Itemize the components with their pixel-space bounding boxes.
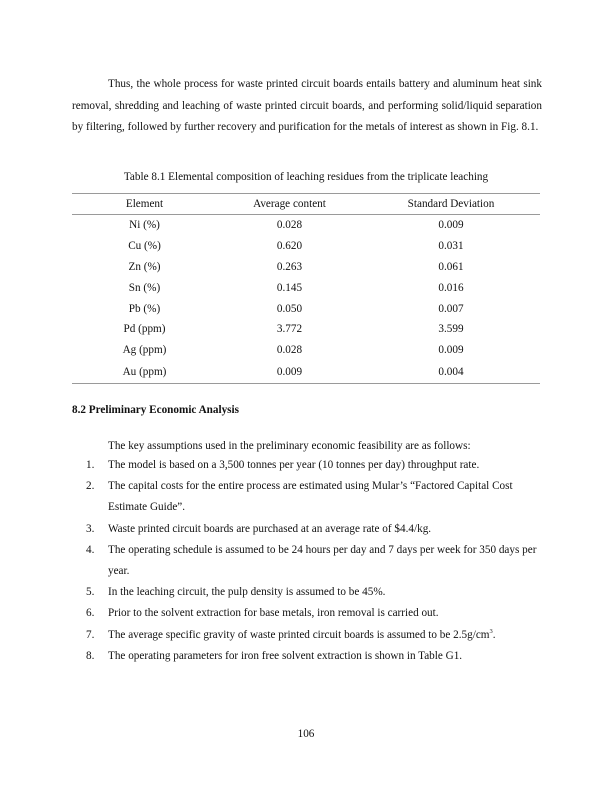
intro-paragraph-text: Thus, the whole process for waste printed circuit boards entails battery and aluminum heat sink removal, shredding and leaching of waste printed circuit boards, and performing solid/liquid separation by filtering, followed by further recovery and purification for the metals of interest as shown in Fig. 8.1. (72, 78, 542, 134)
table-row (72, 319, 540, 340)
intro-paragraph (72, 74, 542, 139)
cell-element: Au (ppm) (72, 361, 217, 384)
list-item-text: The operating parameters for iron free solvent extraction is shown in Table G1. (108, 649, 463, 662)
cell-element: Pd (ppm) (123, 323, 166, 336)
table-row (72, 298, 540, 319)
cell-stddev: 0.004 (362, 361, 540, 384)
list-item (72, 646, 542, 667)
cell-average: 0.620 (276, 240, 303, 253)
list-item-tail: . (492, 628, 496, 641)
table-row (72, 340, 540, 361)
table-row (72, 257, 540, 278)
table-caption: Table 8.1 Elemental composition of leaching residues from the triplicate leaching (123, 171, 489, 183)
list-item (72, 603, 542, 624)
cell-element: Cu (%) (128, 240, 161, 253)
cell-stddev: 0.009 (438, 219, 464, 232)
section-intro: The key assumptions used in the preliminary economic feasibility are as follows: (108, 440, 471, 452)
cell-average: 3.772 (276, 323, 303, 336)
superscript: 3 (489, 627, 493, 635)
list-number: 2. (86, 480, 95, 493)
table-row (72, 277, 540, 298)
cell-average: 0.028 (276, 219, 303, 232)
list-number: 3. (86, 522, 95, 535)
assumptions-list (72, 455, 542, 667)
list-item (72, 519, 542, 540)
cell-stddev: 0.031 (438, 240, 464, 253)
table-row (72, 215, 540, 236)
cell-average: 0.145 (276, 281, 303, 294)
list-number: 5. (86, 586, 95, 599)
cell-element: Ni (%) (129, 219, 160, 232)
list-number: 1. (86, 459, 95, 471)
cell-element: Pb (%) (128, 302, 161, 315)
section-heading: 8.2 Preliminary Economic Analysis (72, 404, 239, 416)
cell-element: Sn (%) (128, 281, 161, 294)
composition-table (72, 193, 540, 384)
list-number: 7. (86, 628, 95, 641)
header-standard-deviation: Standard Deviation (362, 194, 540, 215)
list-item (72, 625, 542, 646)
list-item-text: The average specific gravity of waste printed circuit boards is assumed to be 2.5g/cm (108, 628, 490, 641)
cell-element: Ag (ppm) (122, 344, 167, 357)
list-number: 4. (86, 543, 95, 556)
list-item (72, 540, 542, 582)
list-item-text: In the leaching circuit, the pulp density is assumed to be 45%. (108, 586, 386, 599)
list-item (72, 476, 542, 518)
cell-average: 0.263 (276, 260, 303, 273)
header-average-content: Average content (217, 194, 362, 215)
list-item-text: The capital costs for the entire process are estimated using Mular’s “Factored Capital Cost Estimate Guide”. (108, 480, 513, 514)
header-element: Element (72, 194, 217, 215)
cell-stddev: 0.061 (438, 260, 464, 273)
list-item (72, 455, 542, 476)
cell-element: Zn (%) (128, 260, 161, 273)
list-item-text: The operating schedule is assumed to be 24 hours per day and 7 days per week for 350 days per year. (108, 543, 537, 578)
list-item-text: Waste printed circuit boards are purchased at an average rate of $4.4/kg. (108, 522, 432, 535)
list-item-text: Prior to the solvent extraction for base metals, iron removal is carried out. (108, 607, 439, 620)
cell-stddev: 0.009 (438, 344, 464, 357)
cell-stddev: 0.016 (438, 281, 464, 294)
cell-stddev: 3.599 (438, 323, 464, 336)
list-number: 8. (86, 649, 95, 662)
table-row (72, 236, 540, 257)
cell-average: 0.050 (276, 302, 303, 315)
cell-stddev: 0.007 (438, 302, 464, 315)
list-item-text: The model is based on a 3,500 tonnes per year (10 tonnes per day) throughput rate. (108, 459, 480, 471)
cell-average: 0.009 (217, 361, 362, 384)
page-number: 106 (297, 728, 315, 740)
list-item (72, 582, 542, 603)
cell-average: 0.028 (276, 344, 303, 357)
table-row (72, 361, 540, 384)
list-number: 6. (86, 607, 95, 620)
table-header-row (72, 194, 540, 215)
